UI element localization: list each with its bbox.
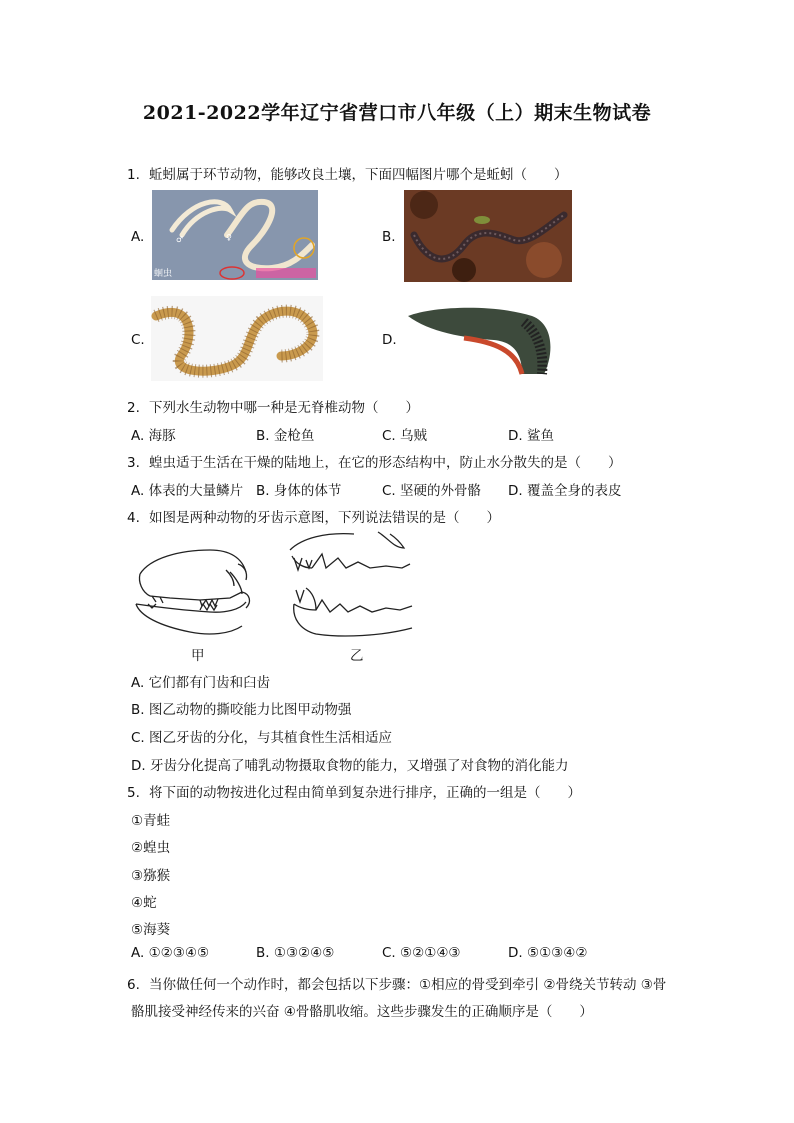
label-yi: 乙 [350, 648, 364, 664]
q5-option-a: A. ①②③④⑤ [131, 945, 210, 961]
q4-option-c: C. 图乙牙齿的分化，与其植食性生活相适应 [131, 730, 393, 746]
question-text: 如图是两种动物的牙齿示意图，下列说法错误的是（ ） [149, 510, 500, 526]
leech-image [404, 294, 568, 380]
page-title: 2021-2022学年辽宁省营口市八年级（上）期末生物试卷 [142, 102, 652, 124]
question-text: 下列水生动物中哪一种是无脊椎动物（ ） [149, 400, 419, 416]
question-number: 1. [127, 167, 140, 183]
earthworm-image [404, 190, 572, 282]
roundworm-image [152, 190, 318, 280]
question-text: 蝗虫适于生活在干燥的陆地上，在它的形态结构中，防止水分散失的是（ ） [149, 455, 622, 471]
question-5 [127, 781, 581, 801]
question-text-line-2: 骼肌接受神经传来的兴奋 ④骨骼肌收缩。这些步骤发生的正确顺序是（ ） [131, 1004, 593, 1020]
question-number: 3. [127, 455, 140, 471]
question-4 [127, 506, 500, 526]
sandworm-image [151, 296, 323, 381]
q4-option-d: D. 牙齿分化提高了哺乳动物摄取食物的能力，又增强了对食物的消化能力 [131, 758, 569, 774]
q4-option-a: A. 它们都有门齿和臼齿 [131, 675, 271, 691]
q3-option-d: D. 覆盖全身的表皮 [508, 483, 622, 499]
question-1 [127, 163, 568, 183]
q3-option-a: A. 体表的大量鳞片 [131, 483, 244, 499]
q4-option-b: B. 图乙动物的撕咬能力比图甲动物强 [131, 702, 352, 718]
q5-item-5: ⑤海葵 [131, 922, 171, 938]
q2-option-d: D. 鲨鱼 [508, 428, 554, 444]
q3-option-b: B. 身体的体节 [256, 483, 342, 499]
question-number: 4. [127, 510, 140, 526]
question-text-line-1: 当你做任何一个动作时，都会包括以下步骤：①相应的骨受到牵引 ②骨绕关节转动 ③骨 [149, 977, 667, 993]
q5-option-c: C. ⑤②①④③ [382, 945, 461, 961]
option-b-label: B. [382, 229, 396, 245]
q2-option-b: B. 金枪鱼 [256, 428, 315, 444]
question-text: 蚯蚓属于环节动物，能够改良土壤，下面四幅图片哪个是蚯蚓（ ） [149, 167, 568, 183]
q5-item-1: ①青蛙 [131, 813, 171, 829]
label-jia: 甲 [191, 648, 205, 664]
question-3 [127, 451, 622, 471]
roundworm-drawing [152, 190, 318, 280]
question-text: 将下面的动物按进化过程由简单到复杂进行排序，正确的一组是（ ） [149, 785, 581, 801]
question-number: 6. [127, 977, 140, 993]
question-number: 2. [127, 400, 140, 416]
option-a-label: A. [131, 229, 145, 245]
q5-option-d: D. ⑤①③④② [508, 945, 588, 961]
sandworm-drawing [151, 296, 323, 381]
leech-drawing [404, 294, 568, 380]
herbivore-skull-drawing [130, 536, 260, 642]
question-2 [127, 396, 419, 416]
q5-item-2: ②蝗虫 [131, 840, 171, 856]
q2-option-c: C. 乌贼 [382, 428, 428, 444]
q2-option-a: A. 海豚 [131, 428, 176, 444]
q3-option-c: C. 坚硬的外骨骼 [382, 483, 482, 499]
teeth-diagram-jia [130, 536, 260, 642]
option-d-label: D. [382, 332, 397, 348]
option-c-label: C. [131, 332, 145, 348]
q5-item-4: ④蛇 [131, 895, 157, 911]
q5-item-3: ③猕猴 [131, 868, 171, 884]
male-symbol: ♂ [176, 235, 184, 244]
image-caption: 蛔虫 [154, 269, 173, 279]
q5-option-b: B. ①③②④⑤ [256, 945, 335, 961]
carnivore-skull-drawing [282, 528, 418, 642]
female-symbol: ♀ [226, 233, 232, 242]
question-6 [127, 973, 666, 993]
earthworm-drawing [404, 190, 572, 282]
question-number: 5. [127, 785, 140, 801]
teeth-diagram-yi [282, 528, 418, 642]
